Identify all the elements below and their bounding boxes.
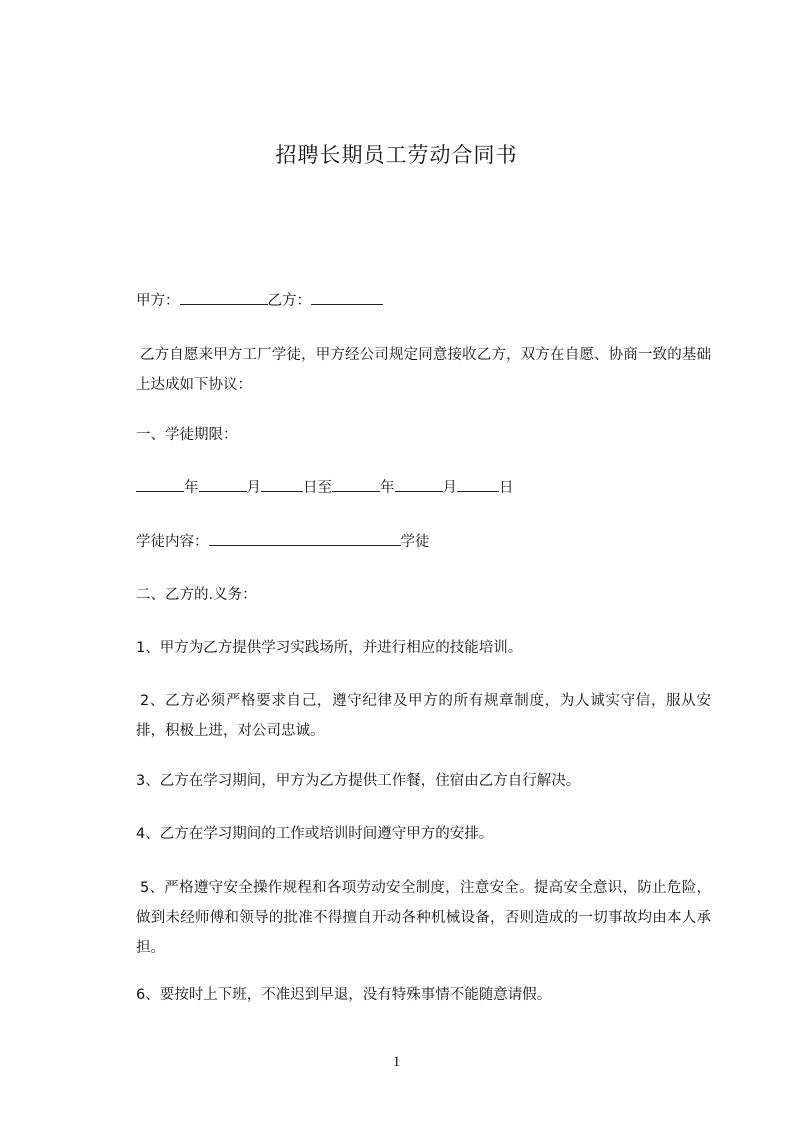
content-suffix: 学徒 <box>400 534 430 550</box>
document-title: 招聘长期员工劳动合同书 <box>275 143 518 167</box>
obligation-item-4: 4、乙方在学习期间的工作或培训时间遵守甲方的安排。 <box>136 826 494 842</box>
party-a-blank[interactable] <box>180 287 268 305</box>
section2-heading: 二、乙方的.义务： <box>136 587 257 603</box>
end-day-blank[interactable] <box>457 474 499 492</box>
date-label: 月 <box>442 480 457 496</box>
end-year-blank[interactable] <box>332 474 380 492</box>
content-blank[interactable] <box>209 528 401 546</box>
page-number: 1 <box>392 1054 401 1070</box>
obligation-item-3: 3、乙方在学习期间，甲方为乙方提供工作餐，住宿由乙方自行解决。 <box>136 773 581 789</box>
party-b-blank[interactable] <box>311 287 383 305</box>
section1-heading: 一、学徒期限： <box>136 427 238 443</box>
content-label: 学徒内容： <box>136 534 209 550</box>
date-label: 年 <box>184 480 199 496</box>
party-b-label: 乙方： <box>267 293 311 309</box>
apprentice-content-line <box>136 527 711 557</box>
party-a-label: 甲方： <box>136 293 180 309</box>
obligation-item-1: 1、甲方为乙方提供学习实践场所，并进行相应的技能培训。 <box>136 640 523 656</box>
end-month-blank[interactable] <box>395 474 443 492</box>
intro-paragraph: 乙方自愿来甲方工厂学徒，甲方经公司规定同意接收乙方，双方在自愿、协商一致的基础上达成如下协议： <box>136 347 711 393</box>
start-month-blank[interactable] <box>199 474 247 492</box>
date-label: 年 <box>380 480 395 496</box>
obligation-item-6: 6、要按时上下班，不准迟到早退，没有特殊事情不能随意请假。 <box>136 987 552 1003</box>
obligation-item-2: 2、乙方必须严格要求自己，遵守纪律及甲方的所有规章制度，为人诚实守信，服从安排，积极上进，对公司忠诚。 <box>136 693 711 739</box>
date-label: 日至 <box>303 480 332 496</box>
start-year-blank[interactable] <box>136 474 184 492</box>
date-label: 月 <box>246 480 261 496</box>
period-dates-line <box>136 473 711 503</box>
parties-line <box>136 286 711 316</box>
obligation-item-5: 5、严格遵守安全操作规程和各项劳动安全制度，注意安全。提高安全意识，防止危险，做到未经师傅和领导的批准不得擅自开动各种机械设备，否则造成的一切事故均由本人承担。 <box>136 880 711 956</box>
start-day-blank[interactable] <box>261 474 303 492</box>
date-label: 日 <box>499 480 514 496</box>
